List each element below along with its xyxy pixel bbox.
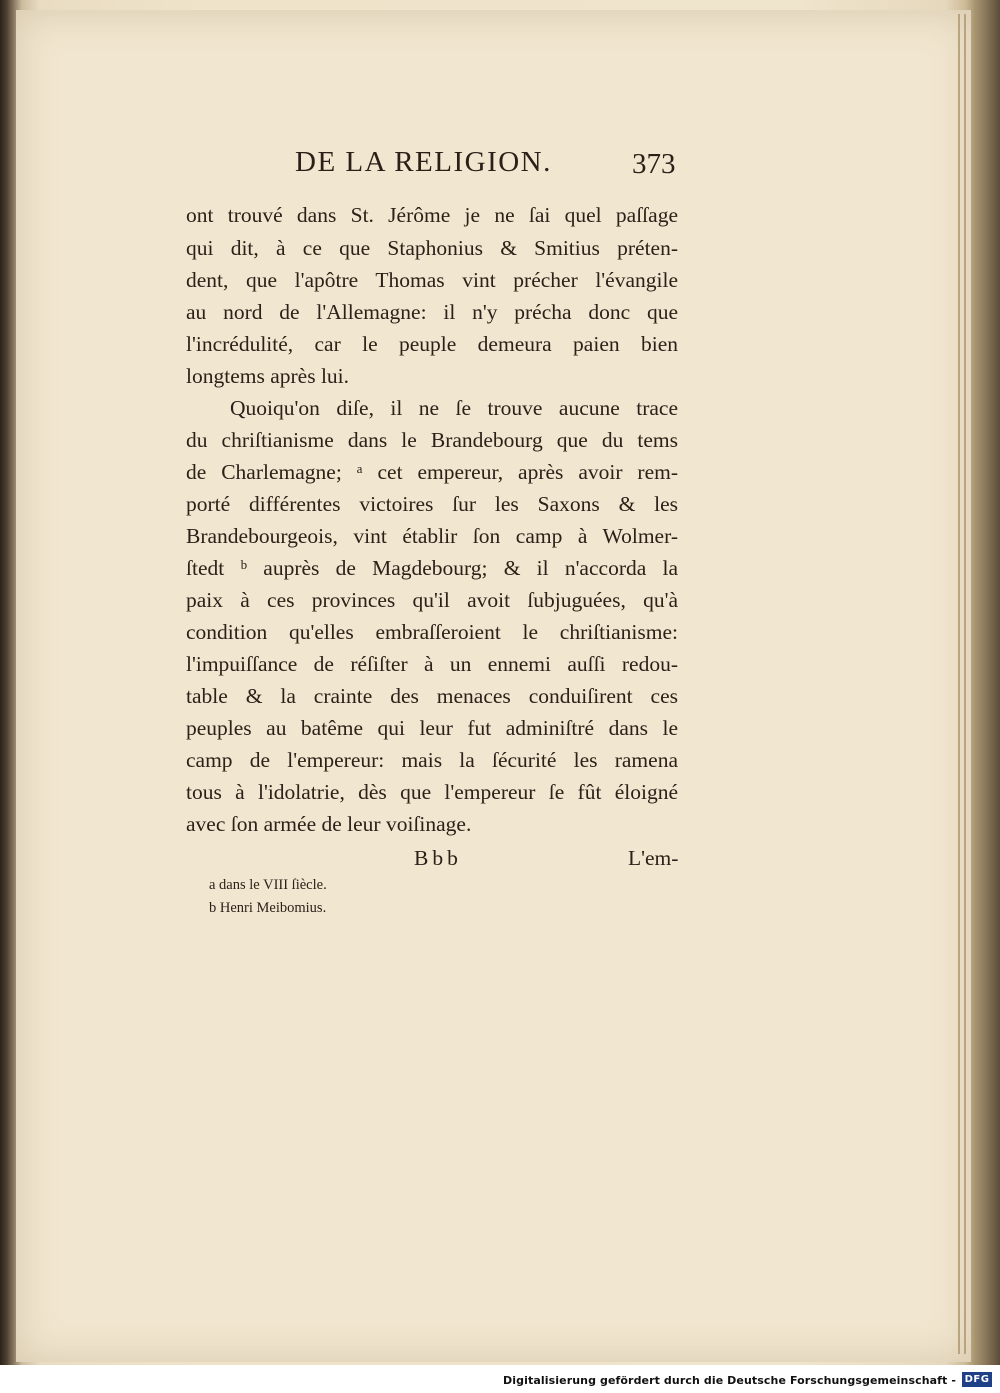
- text-line: ont trouvé dans St. Jérôme je ne ſai quel paſſage: [186, 203, 678, 227]
- text-line: paix à ces provinces qu'il avoit ſubjuguées, qu'à: [186, 588, 678, 612]
- text-line: porté différentes victoires ſur les Saxons & les: [186, 492, 678, 516]
- text-line: table & la crainte des menaces conduiſirent ces: [186, 684, 678, 708]
- signature-mark: Bbb: [414, 846, 462, 870]
- text-line: longtems après lui.: [186, 364, 350, 388]
- footnote: a dans le VIII ſiècle.: [209, 877, 327, 893]
- text-line: du chriſtianisme dans le Brandebourg que du tems: [186, 428, 678, 452]
- text-line: peuples au batême qui leur fut adminiſtré dans le: [186, 716, 678, 740]
- text-line: l'incrédulité, car le peuple demeura paien bien: [186, 332, 678, 356]
- running-head: DE LA RELIGION.: [295, 146, 552, 178]
- text-line: au nord de l'Allemagne: il n'y précha donc que: [186, 300, 678, 324]
- text-line: condition qu'elles embraſſeroient le chriſtianisme:: [186, 620, 678, 644]
- footnote: b Henri Meibomius.: [209, 900, 327, 916]
- text-line: qui dit, à ce que Staphonius & Smitius préten-: [186, 236, 678, 260]
- page-number: 373: [632, 148, 676, 180]
- text-line: avec ſon armée de leur voiſinage.: [186, 812, 472, 836]
- catchword: L'em-: [628, 846, 679, 870]
- text-line: tous à l'idolatrie, dès que l'empereur ſe fût éloigné: [186, 780, 678, 804]
- digitization-footer: [0, 1365, 1000, 1393]
- text-line: camp de l'empereur: mais la ſécurité les ramena: [186, 748, 678, 772]
- text-line: de Charlemagne; ᵃ cet empereur, après avoir rem-: [186, 460, 678, 484]
- text-line: ſtedt ᵇ auprès de Magdebourg; & il n'accorda la: [186, 556, 678, 580]
- page-edge: [958, 14, 960, 1354]
- text-line: Quoiqu'on diſe, il ne ſe trouve aucune trace: [230, 396, 678, 420]
- text-line: Brandebourgeois, vint établir ſon camp à Wolmer-: [186, 524, 678, 548]
- footer-credit: Digitalisierung gefördert durch die Deutsche Forschungsgemeinschaft -: [503, 1374, 956, 1387]
- dfg-logo: DFG: [962, 1372, 992, 1387]
- text-line: dent, que l'apôtre Thomas vint précher l'évangile: [186, 268, 678, 292]
- page-edge: [964, 14, 966, 1354]
- text-line: l'impuiſſance de réſiſter à un ennemi auſſi redou-: [186, 652, 678, 676]
